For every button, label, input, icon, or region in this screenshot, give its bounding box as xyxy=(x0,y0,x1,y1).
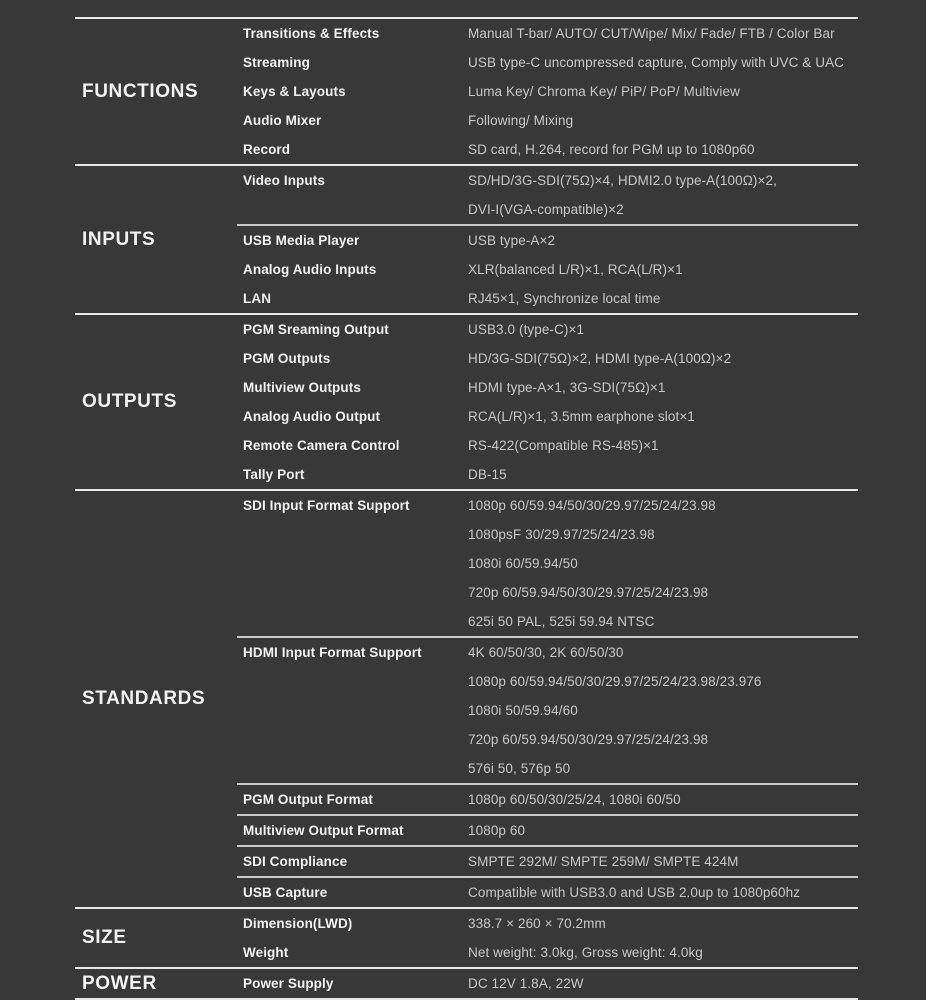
section-label: OUTPUTS xyxy=(82,391,177,412)
row-label: Video Inputs xyxy=(243,173,325,188)
section-label-cell xyxy=(75,166,237,313)
value-line: 1080p 60 xyxy=(468,823,526,838)
value-line: HDMI type-A×1, 3G-SDI(75Ω)×1 xyxy=(468,380,666,395)
section-label-cell xyxy=(75,969,237,998)
row-label: Multiview Outputs xyxy=(243,380,361,395)
section-rows xyxy=(237,969,858,998)
value-line: 1080i 60/59.94/50 xyxy=(468,556,578,571)
row-values xyxy=(468,77,858,106)
row-values xyxy=(468,135,858,164)
spec-row xyxy=(237,816,858,845)
row-values xyxy=(468,373,858,402)
spec-row xyxy=(237,402,858,431)
value-line: SD/HD/3G-SDI(75Ω)×4, HDMI2.0 type-A(100Ω)×2, xyxy=(468,173,777,188)
spec-table xyxy=(75,17,858,1000)
spec-row xyxy=(237,785,858,814)
value-line: USB type-C uncompressed capture, Comply with UVC & UAC xyxy=(468,55,845,70)
row-values xyxy=(468,315,858,344)
value-line: DB-15 xyxy=(468,467,507,482)
row-label: HDMI Input Format Support xyxy=(243,645,422,660)
value-line: RS-422(Compatible RS-485)×1 xyxy=(468,438,659,453)
value-line: DC 12V 1.8A, 22W xyxy=(468,976,584,991)
row-values xyxy=(468,816,858,845)
value-line: 1080i 50/59.94/60 xyxy=(468,703,578,718)
row-values xyxy=(468,638,858,783)
row-group xyxy=(237,969,858,998)
row-values xyxy=(468,785,858,814)
value-line: Luma Key/ Chroma Key/ PiP/ PoP/ Multiview xyxy=(468,84,740,99)
row-values xyxy=(468,909,858,938)
row-label: USB Capture xyxy=(243,885,328,900)
spec-row xyxy=(237,938,858,967)
section-rows xyxy=(237,315,858,489)
section-rows xyxy=(237,19,858,164)
section-label-cell xyxy=(75,19,237,164)
row-values xyxy=(468,344,858,373)
row-values xyxy=(468,969,858,998)
value-line: HD/3G-SDI(75Ω)×2, HDMI type-A(100Ω)×2 xyxy=(468,351,732,366)
row-group xyxy=(237,876,858,907)
value-line: 4K 60/50/30, 2K 60/50/30 xyxy=(468,645,624,660)
spec-row xyxy=(237,255,858,284)
spec-row xyxy=(237,878,858,907)
value-line: Manual T-bar/ AUTO/ CUT/Wipe/ Mix/ Fade/ FTB / Color Bar xyxy=(468,26,835,41)
spec-row xyxy=(237,969,858,998)
row-label: Tally Port xyxy=(243,467,305,482)
spec-row xyxy=(237,431,858,460)
row-values xyxy=(468,491,858,636)
row-label: LAN xyxy=(243,291,272,306)
value-line: 1080p 60/59.94/50/30/29.97/25/24/23.98/23.976 xyxy=(468,674,762,689)
row-label: Streaming xyxy=(243,55,310,70)
section-label-cell xyxy=(75,909,237,967)
section-label-cell xyxy=(75,491,237,907)
row-values xyxy=(468,48,858,77)
row-values xyxy=(468,460,858,489)
row-values xyxy=(468,431,858,460)
row-values xyxy=(468,847,858,876)
row-label: Remote Camera Control xyxy=(243,438,400,453)
spec-row xyxy=(237,77,858,106)
spec-row xyxy=(237,135,858,164)
row-label: Transitions & Effects xyxy=(243,26,380,41)
row-label: Dimension(LWD) xyxy=(243,916,353,931)
spec-row xyxy=(237,106,858,135)
spec-section xyxy=(75,489,858,907)
spec-row xyxy=(237,460,858,489)
section-label: FUNCTIONS xyxy=(82,80,199,102)
section-rows xyxy=(237,166,858,313)
spec-row xyxy=(237,284,858,313)
value-line: SD card, H.264, record for PGM up to 1080p60 xyxy=(468,142,755,157)
row-label: SDI Compliance xyxy=(243,854,348,869)
row-values xyxy=(468,284,858,313)
row-label: Audio Mixer xyxy=(243,113,322,128)
value-line: XLR(balanced L/R)×1, RCA(L/R)×1 xyxy=(468,262,683,277)
row-label: Multiview Output Format xyxy=(243,823,404,838)
value-line: 1080p 60/50/30/25/24, 1080i 60/50 xyxy=(468,792,681,807)
spec-row xyxy=(237,344,858,373)
value-line: Net weight: 3.0kg, Gross weight: 4.0kg xyxy=(468,945,703,960)
spec-row xyxy=(237,48,858,77)
row-label: PGM Outputs xyxy=(243,351,331,366)
row-values xyxy=(468,166,858,224)
section-label-cell xyxy=(75,315,237,489)
row-group xyxy=(237,783,858,814)
row-label: Analog Audio Inputs xyxy=(243,262,377,277)
spec-row xyxy=(237,315,858,344)
row-label: USB Media Player xyxy=(243,233,360,248)
section-label: STANDARDS xyxy=(82,688,206,709)
spec-section xyxy=(75,17,858,164)
value-line: 625i 50 PAL, 525i 59.94 NTSC xyxy=(468,614,655,629)
spec-row xyxy=(237,226,858,255)
row-values xyxy=(468,878,858,907)
row-values xyxy=(468,402,858,431)
value-line: 720p 60/59.94/50/30/29.97/25/24/23.98 xyxy=(468,585,709,600)
row-values xyxy=(468,106,858,135)
value-line: SMPTE 292M/ SMPTE 259M/ SMPTE 424M xyxy=(468,854,739,869)
spec-section xyxy=(75,313,858,489)
spec-section xyxy=(75,164,858,313)
row-group xyxy=(237,166,858,224)
row-label: Power Supply xyxy=(243,976,334,991)
value-line: 720p 60/59.94/50/30/29.97/25/24/23.98 xyxy=(468,732,709,747)
section-rows xyxy=(237,491,858,907)
value-line: USB3.0 (type-C)×1 xyxy=(468,322,585,337)
spec-row xyxy=(237,847,858,876)
row-label: Record xyxy=(243,142,291,157)
spec-row xyxy=(237,491,858,636)
row-label: PGM Output Format xyxy=(243,792,373,807)
value-line: 1080p 60/59.94/50/30/29.97/25/24/23.98 xyxy=(468,498,716,513)
spec-section xyxy=(75,907,858,967)
row-label: Keys & Layouts xyxy=(243,84,346,99)
row-group xyxy=(237,814,858,845)
value-line: Compatible with USB3.0 and USB 2.0up to 1080p60hz xyxy=(468,885,801,900)
row-group xyxy=(237,491,858,636)
section-rows xyxy=(237,909,858,967)
section-label: INPUTS xyxy=(82,228,156,250)
row-values xyxy=(468,938,858,967)
row-label: SDI Input Format Support xyxy=(243,498,410,513)
value-line: 1080psF 30/29.97/25/24/23.98 xyxy=(468,527,655,542)
row-values xyxy=(468,255,858,284)
spec-row xyxy=(237,373,858,402)
value-line: USB type-A×2 xyxy=(468,233,556,248)
row-group xyxy=(237,636,858,783)
section-label: SIZE xyxy=(82,927,127,948)
value-line: DVI-I(VGA-compatible)×2 xyxy=(468,202,624,217)
spec-row xyxy=(237,166,858,224)
spec-row xyxy=(237,638,858,783)
row-group xyxy=(237,845,858,876)
spec-row xyxy=(237,909,858,938)
value-line: RJ45×1, Synchronize local time xyxy=(468,291,661,306)
row-group xyxy=(237,224,858,313)
value-line: RCA(L/R)×1, 3.5mm earphone slot×1 xyxy=(468,409,695,424)
value-line: 338.7 × 260 × 70.2mm xyxy=(468,916,606,931)
row-group xyxy=(237,315,858,489)
row-label: PGM Sreaming Output xyxy=(243,322,389,337)
row-values xyxy=(468,19,858,48)
row-label: Weight xyxy=(243,945,289,960)
row-values xyxy=(468,226,858,255)
spec-row xyxy=(237,19,858,48)
value-line: Following/ Mixing xyxy=(468,113,574,128)
spec-section xyxy=(75,967,858,998)
row-label: Analog Audio Output xyxy=(243,409,381,424)
row-group xyxy=(237,909,858,967)
row-group xyxy=(237,19,858,164)
value-line: 576i 50, 576p 50 xyxy=(468,761,571,776)
section-label: POWER xyxy=(82,972,157,994)
